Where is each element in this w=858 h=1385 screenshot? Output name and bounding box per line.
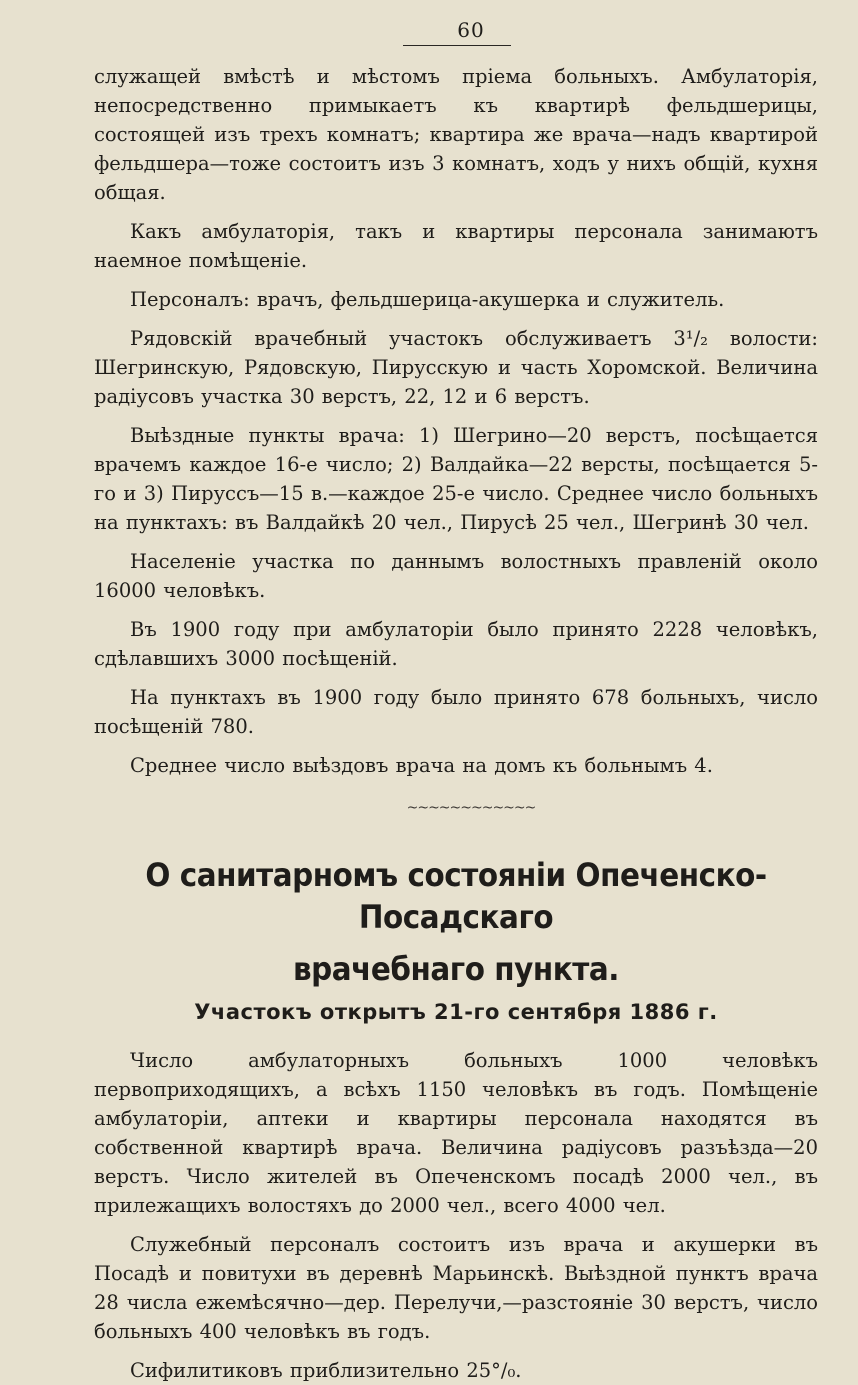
section-title-line-1: О санитарномъ состояніи Опеченско-Посадскаго [145, 856, 767, 936]
paragraph-syphilis: Сифилитиковъ приблизительно 25°/₀. [130, 1359, 522, 1382]
paragraph-outposts: Выѣздные пункты врача: 1) Шегрино—20 верстъ, посѣщается врачемъ каждое 16-е число; 2) Валдайка—22 версты, посѣщается 5-го и 3) Пируссъ—15 в.—каждое 25-е число. Среднее число больныхъ на пунктахъ: въ Валдайкѣ 20 чел., Пирусѣ 25 чел., Шегринѣ 30 чел. [94, 424, 818, 534]
page-number: 60 [457, 18, 485, 42]
paragraph-population: Населеніе участка по даннымъ волостныхъ правленій около 16000 человѣкъ. [94, 550, 818, 602]
paragraph-district: Рядовскій врачебный участокъ обслуживаетъ 3¹/₂ волости: Шегринскую, Рядовскую, Пирусскую и часть Хоромской. Величина радіусовъ участка 30 верстъ, 22, 12 и 6 верстъ. [94, 327, 818, 408]
paragraph-personnel: Персоналъ: врачъ, фельдшерица-акушерка и служитель. [130, 288, 725, 311]
paragraph-premises: Какъ амбулаторія, такъ и квартиры персонала занимаютъ наемное помѣщеніе. [94, 220, 818, 272]
paragraph-continued: служащей вмѣстѣ и мѣстомъ пріема больныхъ. Амбулаторія, непосредственно примыкаетъ къ квартирѣ фельдшерицы, состоящей изъ трехъ комнатъ; квартира же врача—надъ квартирой фельдшера—тоже состоитъ изъ 3 комнатъ, ходъ у нихъ общій, кухня общая. [94, 65, 818, 204]
paragraph-patients: Число амбулаторныхъ больныхъ 1000 человѣкъ первоприходящихъ, а всѣхъ 1150 человѣкъ въ годъ. Помѣщеніе амбулаторіи, аптеки и квартиры персонала находятся въ собственной квартирѣ врача. Величина радіусовъ разъѣзда—20 верстъ. Число жителей въ Опеченскомъ посадѣ 2000 чел., въ прилежащихъ волостяхъ до 2000 чел., всего 4000 чел. [94, 1049, 818, 1217]
paragraph-staff: Служебный персоналъ состоитъ изъ врача и акушерки въ Посадѣ и повитухи въ деревнѣ Марьинскѣ. Выѣздной пунктъ врача 28 числа ежемѣсячно—дер. Перелучи,—разстояніе 30 верстъ, число больныхъ 400 человѣкъ въ годъ. [94, 1233, 818, 1343]
paragraph-ambulatory-1900: Въ 1900 году при амбулаторіи было принято 2228 человѣкъ, сдѣлавшихъ 3000 посѣщеній. [94, 618, 818, 670]
header-rule [403, 45, 511, 46]
section-title-line-2: врачебнаго пункта. [292, 950, 620, 988]
section-divider-ornament: ~~~~~~~~~~~~ [406, 800, 536, 816]
section-subtitle: Участокъ открытъ 21-го сентября 1886 г. [194, 1000, 718, 1024]
paragraph-house-calls: Среднее число выѣздовъ врача на домъ къ больнымъ 4. [130, 754, 713, 777]
paragraph-outposts-1900: На пунктахъ въ 1900 году было принято 678 больныхъ, число посѣщеній 780. [94, 686, 818, 738]
